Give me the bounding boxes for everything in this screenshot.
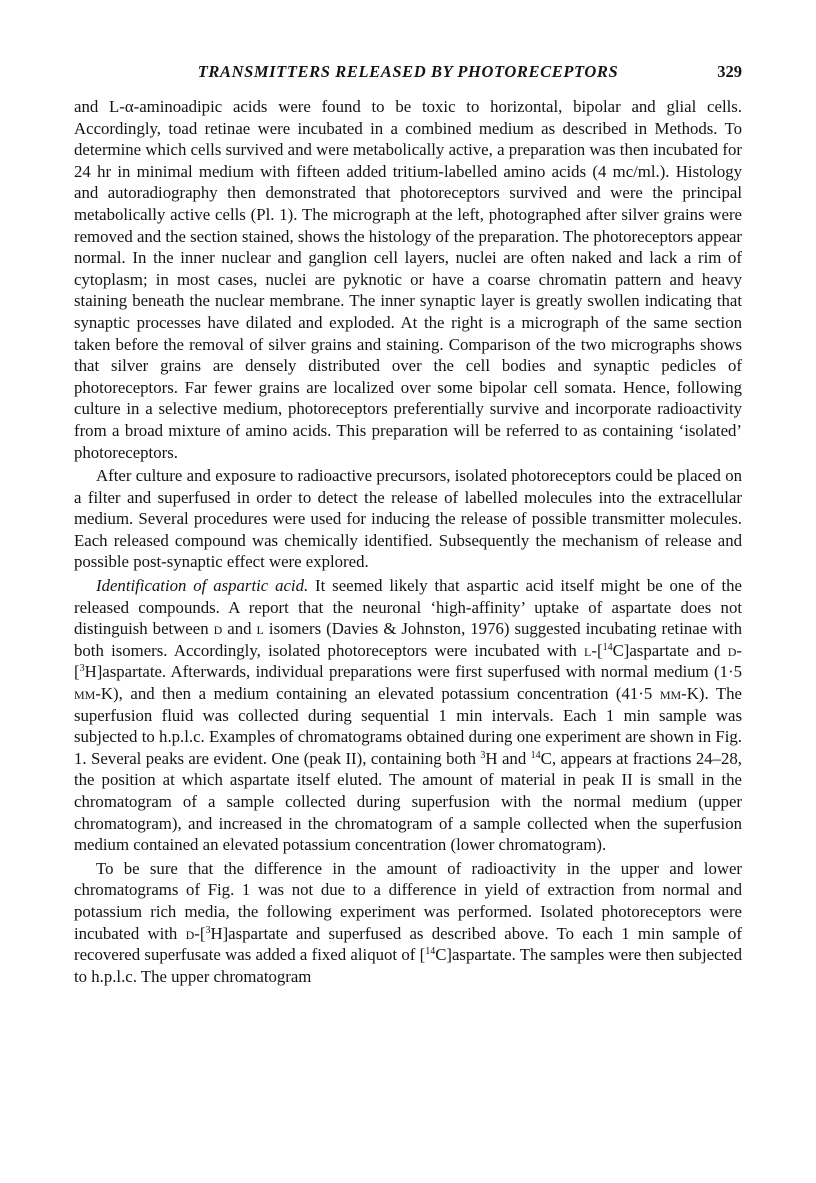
- page: [74, 62, 742, 987]
- text-run: -K). The superfusion fluid was collected during sequential 1 min intervals. Each 1 min sample was subjected to h.p.l.c. Examples of chromatograms obtained during one experiment are shown in Fig. 1. Several peaks are evident. One (peak II), containing both: [74, 684, 742, 768]
- isomer-l: l: [584, 640, 592, 660]
- running-head: TRANSMITTERS RELEASED BY PHOTORECEPTORS: [197, 62, 619, 81]
- text-run: -K), and then a medium containing an elevated potassium concentration (41·5: [95, 684, 660, 704]
- unit-mm: mm: [659, 684, 682, 704]
- section-heading-aspartic-acid: Identification of aspartic acid.: [96, 576, 309, 596]
- text-run: It seemed likely that aspartic acid itself might be one of the released compounds. A report that the neuronal ‘high-affinity’ uptake of aspartate does not distinguish between: [74, 576, 742, 639]
- paragraph-1: and L-α-aminoadipic acids were found to be toxic to horizontal, bipolar and glial cells. Accordingly, toad retinae were incubated in a combined medium as described in Methods. To determine which cells survived and were metabolically active, a preparation was then incubated for 24 hr in minimal medium with fifteen added tritium-labelled amino acids (4 mc/ml.). Histology and autoradiography then demonstrated that photoreceptors survived and were the principal metabolically active cells (Pl. 1). The micrograph at the left, photographed after silver grains were removed and the section stained, shows the histology of the preparation. The photoreceptors appear normal. In the inner nuclear and ganglion cell layers, nuclei are often naked and lack a rim of cytoplasm; in most cases, nuclei are pyknotic or have a coarse chromatin pattern and heavy staining beneath the nuclear membrane. The inner synaptic layer is greatly swollen indicating that synaptic processes have dilated and exploded. At the right is a micrograph of the same section taken before the removal of silver grains and staining. Comparison of the two micrographs shows that silver grains are densely distributed over the cell bodies and synaptic pedicles of photoreceptors. Far fewer grains are localized over some bipolar cell somata. Hence, following culture in a selective medium, photoreceptors preferentially survive and incorporate radioactivity from a broad mixture of amino acids. This preparation will be referred to as containing ‘isolated’ photoreceptors.: [74, 97, 742, 462]
- isotope-superscript: 14: [602, 641, 613, 653]
- text-run: To be sure that the difference in the amount of radioactivity in the upper and lower chromatograms of Fig. 1 was not due to a difference in yield of extraction from normal and potassium rich media, the following experiment was performed. Isolated photoreceptors were incubated with: [74, 858, 742, 943]
- isotope-superscript: 3: [205, 924, 211, 936]
- text-run: -[: [591, 640, 603, 660]
- text-run: C, appears at fractions 24–28, the position at which aspartate itself eluted. The amount of material in peak II is small in the chromatogram of a sample collected during superfusion with the normal medium (upper chromatogram), and increased in the chromatogram of a sample collected when the superfusion medium contained an elevated potassium concentration (lower chromatogram).: [74, 748, 743, 855]
- page-header: [74, 62, 742, 84]
- text-run: C]aspartate and: [612, 640, 728, 660]
- isotope-superscript: 14: [530, 749, 541, 761]
- unit-mm: mm: [74, 684, 96, 704]
- text-run: -[: [194, 923, 206, 943]
- paragraph-2: After culture and exposure to radioactive precursors, isolated photoreceptors could be placed on a filter and superfused in order to detect the release of labelled molecules into the extracellular medium. Several procedures were used for inducing the release of possible transmitter molecules. Each released compound was chemically identified. Subsequently the mechanism of release and possible post-synaptic effect were explored.: [74, 466, 742, 572]
- body-text: [74, 96, 742, 987]
- text-run: H]aspartate. Afterwards, individual preparations were first superfused with normal medium (1·5: [84, 662, 742, 682]
- isomer-d: d: [727, 640, 737, 660]
- text-run: H and: [485, 748, 531, 768]
- isotope-superscript: 14: [425, 946, 436, 958]
- isotope-superscript: 3: [480, 749, 486, 761]
- page-number: 329: [717, 62, 742, 81]
- isotope-superscript: 3: [79, 663, 85, 675]
- text-run: H]aspartate and superfused as described above. To each 1 min sample of recovered superfusate was added a fixed aliquot of [: [74, 923, 742, 965]
- text-run: C]aspartate. The samples were then subjected to h.p.l.c. The upper chromatogram: [74, 945, 743, 986]
- isomer-l: l: [256, 619, 264, 639]
- isomer-d: d: [213, 619, 223, 639]
- paragraph-3: [74, 575, 742, 856]
- isomer-d: d: [185, 923, 195, 943]
- text-run: isomers (Davies & Johnston, 1976) suggested incubating retinae with both isomers. Accordingly, isolated photoreceptors were incubated with: [74, 619, 742, 660]
- paragraph-4: [74, 858, 742, 988]
- text-run: and: [222, 619, 257, 639]
- text-run: -[: [74, 640, 743, 682]
